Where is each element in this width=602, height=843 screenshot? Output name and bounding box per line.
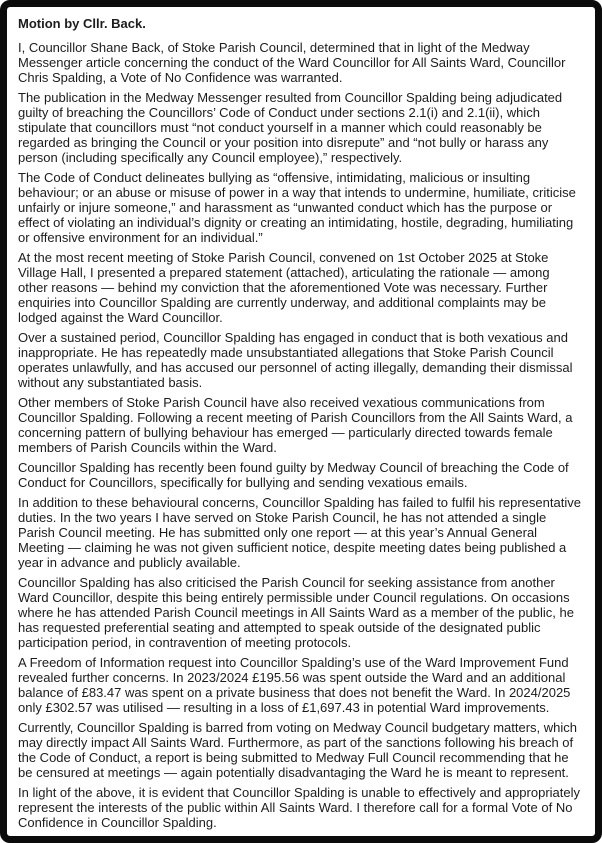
paragraph-conclusion: In light of the above, it is evident that Councillor Spalding is unable to effectively and appropriately represent the interests of the public within All Saints Ward. I therefore call for a formal Vote of No Confidence in Councillor Spalding.: [18, 785, 580, 830]
motion-heading: Motion by Cllr. Back.: [18, 16, 146, 31]
paragraph-publication: The publication in the Medway Messenger resulted from Councillor Spalding being adjudicated guilty of breaching the Councillors’ Code of Conduct under sections 2.1(i) and 2.1(ii), which stipulate that councillors must “not conduct yourself in a manner which could reasonably be regarded as bringing the Council or your position into disrepute” and “not bully or harass any person (including specifically any Council employee),” respectively.: [18, 90, 563, 165]
paragraph-introduction: I, Councillor Shane Back, of Stoke Parish Council, determined that in light of the Medway Messenger article concerning the conduct of the Ward Councillor for All Saints Ward, Councillor Chris Spalding, a Vote of No Confidence was warranted.: [18, 40, 566, 85]
paragraph-code-of-conduct-definitions: The Code of Conduct delineates bullying as “offensive, intimidating, malicious or insulting behaviour; or an abuse or misuse of power in a way that intends to undermine, humiliate, criticise unfairly or injure someone,” and harassment as “unwanted conduct which has the purpose or effect of violating an individual’s dignity or creating an intimidating, hostile, degrading, humiliating or offensive environment for an individual.”: [18, 170, 576, 245]
paragraph-sanctions: Currently, Councillor Spalding is barred from voting on Medway Council budgetary matters, which may directly impact All Saints Ward. Furthermore, as part of the sanctions following his breach of the Code of Conduct, a report is being submitted to Medway Full Council recommending that he be censured at meetings — again potentially disadvantaging the Ward he is meant to represent.: [18, 720, 578, 780]
paragraph-representative-duties: In addition to these behavioural concerns, Councillor Spalding has failed to fulfil his representative duties. In the two years I have served on Stoke Parish Council, he has not attended a single Parish Council meeting. He has submitted only one report — at this year’s Annual General Meeting — claiming he was not given sufficient notice, despite meeting dates being published a year in advance and publicly available.: [18, 495, 581, 570]
paragraph-criticised-parish-council: Councillor Spalding has also criticised the Parish Council for seeking assistance from another Ward Councillor, despite this being entirely permissible under Council regulations. On occasions where he has attended Parish Council meetings in All Saints Ward as a member of the public, he has requested preferential seating and attempted to speak outside of the designated public participation period, in contravention of meeting protocols.: [18, 575, 574, 650]
paragraph-foi-request: A Freedom of Information request into Councillor Spalding’s use of the Ward Improvement Fund revealed further concerns. In 2023/2024 £195.56 was spent outside the Ward and an additional balance of £83.47 was spent on a private business that does not benefit the Ward. In 2024/2025 only £302.57 was utilised — resulting in a loss of £1,697.43 in potential Ward improvements.: [18, 655, 571, 715]
paragraph-sustained-conduct: Over a sustained period, Councillor Spalding has engaged in conduct that is both vexatious and inappropriate. He has repeatedly made unsubstantiated allegations that Stoke Parish Council operates unlawfully, and has accused our personnel of acting illegally, demanding their dismissal without any substantiated basis.: [18, 330, 573, 390]
paragraph-found-guilty: Councillor Spalding has recently been found guilty by Medway Council of breaching the Code of Conduct for Councillors, specifically for bullying and sending vexatious emails.: [18, 460, 569, 490]
paragraph-vexatious-communications: Other members of Stoke Parish Council have also received vexatious communications from Councillor Spalding. Following a recent meeting of Parish Councillors from the All Saints Ward, a concerning pattern of bullying behaviour has emerged — particularly directed towards female members of Parish Councils within the Ward.: [18, 395, 573, 455]
paragraph-recent-meeting: At the most recent meeting of Stoke Parish Council, convened on 1st October 2025 at Stoke Village Hall, I presented a prepared statement (attached), articulating the rationale — among other reasons — behind my conviction that the aforementioned Vote was necessary. Further enquiries into Councillor Spalding are currently underway, and additional complaints may be lodged against the Ward Councillor.: [18, 250, 550, 325]
